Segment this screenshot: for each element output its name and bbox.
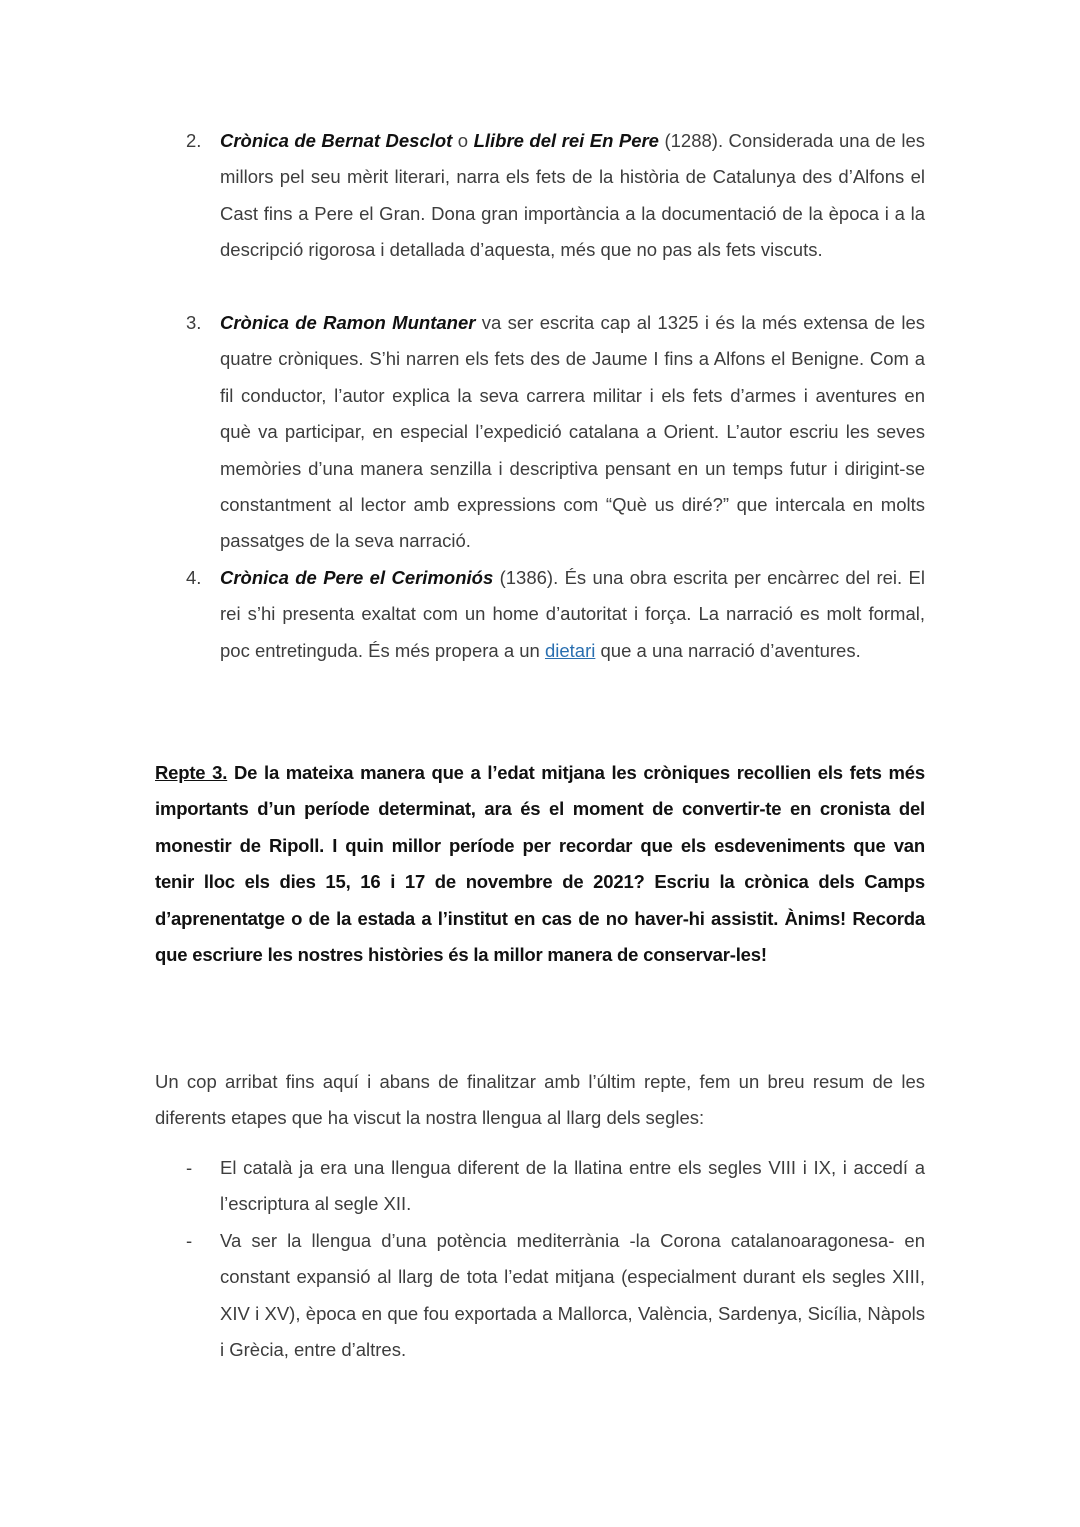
- bullet-text: El català ja era una llengua diferent de la llatina entre els segles VIII i IX, i accedí a l’escriptura al segle XII.: [220, 1157, 925, 1215]
- list-item-cerimonios: [186, 560, 925, 669]
- conjunction: o: [452, 130, 474, 151]
- dash-bullet: -: [186, 1157, 193, 1178]
- bullet-text: Va ser la llengua d’una potència mediterrània -la Corona catalanoaragonesa- en constant expansió al llarg de tota l’edat mitjana (especialment durant els segles XIII, XIV i XV), època en que fou exportada a Mallorca, València, Sardenya, Sicília, Nàpols i Grècia, entre d’altres.: [220, 1230, 925, 1361]
- bullet-item: [186, 1150, 925, 1223]
- work-title: Crònica de Bernat Desclot: [220, 130, 453, 151]
- repte-text: De la mateixa manera que a l’edat mitjana les cròniques recollien els fets més importants d’un període determinat, ara és el moment de convertir-te en cronista del monestir de Ripoll. I quin millor període per recordar que els esdeveniments que van tenir lloc els dies 15, 16 i 17 de novembre de 2021? Escriu la crònica dels Camps d’aprenentatge o de la estada a l’institut en cas de no haver-hi assistit. Ànims! Recorda que escriure les nostres històries és la millor manera de conservar-les!: [155, 762, 925, 966]
- work-title: Crònica de Pere el Cerimoniós: [220, 567, 494, 588]
- repte-label: Repte 3.: [155, 762, 228, 783]
- item-text: (1288). Considerada una de les millors pel seu mèrit literari, narra els fets de la història de Catalunya des d’Alfons el Cast fins a Pere el Gran. Dona gran importància a la documentació de la època i a la descripció rigorosa i detallada d’aquesta, més que no pas als fets viscuts.: [220, 130, 925, 261]
- dietari-link[interactable]: dietari: [544, 639, 596, 661]
- list-item-desclot: [186, 123, 925, 269]
- item-text: que a una narració d’aventures.: [595, 639, 861, 661]
- item-text: va ser escrita cap al 1325 i és la més extensa de les quatre cròniques. S’hi narren els fets des de Jaume I fins a Alfons el Benigne. Com a fil conductor, l’autor explica la seva carrera militar i els fets d’armes i aventures en què va participar, en especial l’expedició catalana a Orient. L’autor escriu les seves memòries d’una manera senzilla i descriptiva pensant en un temps futur i dirigint-se constantment al lector amb expressions com “Què us diré?” que intercala en molts passatges de la seva narració.: [220, 312, 925, 552]
- list-number: 3.: [186, 312, 202, 333]
- intro-paragraph: Un cop arribat fins aquí i abans de finalitzar amb l’últim repte, fem un breu resum de les diferents etapes que ha viscut la nostra llengua al llarg dels segles:: [155, 1071, 925, 1129]
- dash-bullet: -: [186, 1230, 193, 1251]
- list-item-muntaner: [186, 305, 925, 560]
- item-text: (1386). És una obra escrita per encàrrec del rei. El rei s’hi presenta exaltat com un home d’autoritat i força. La narració es molt formal, poc entretinguda. És més propera a un: [220, 567, 925, 661]
- work-title: Llibre del rei En Pere: [473, 130, 659, 151]
- bullet-item: [186, 1223, 925, 1369]
- list-number: 4.: [186, 567, 202, 588]
- list-number: 2.: [186, 130, 202, 151]
- work-title: Crònica de Ramon Muntaner: [220, 312, 476, 333]
- repte-3-paragraph: [155, 755, 925, 973]
